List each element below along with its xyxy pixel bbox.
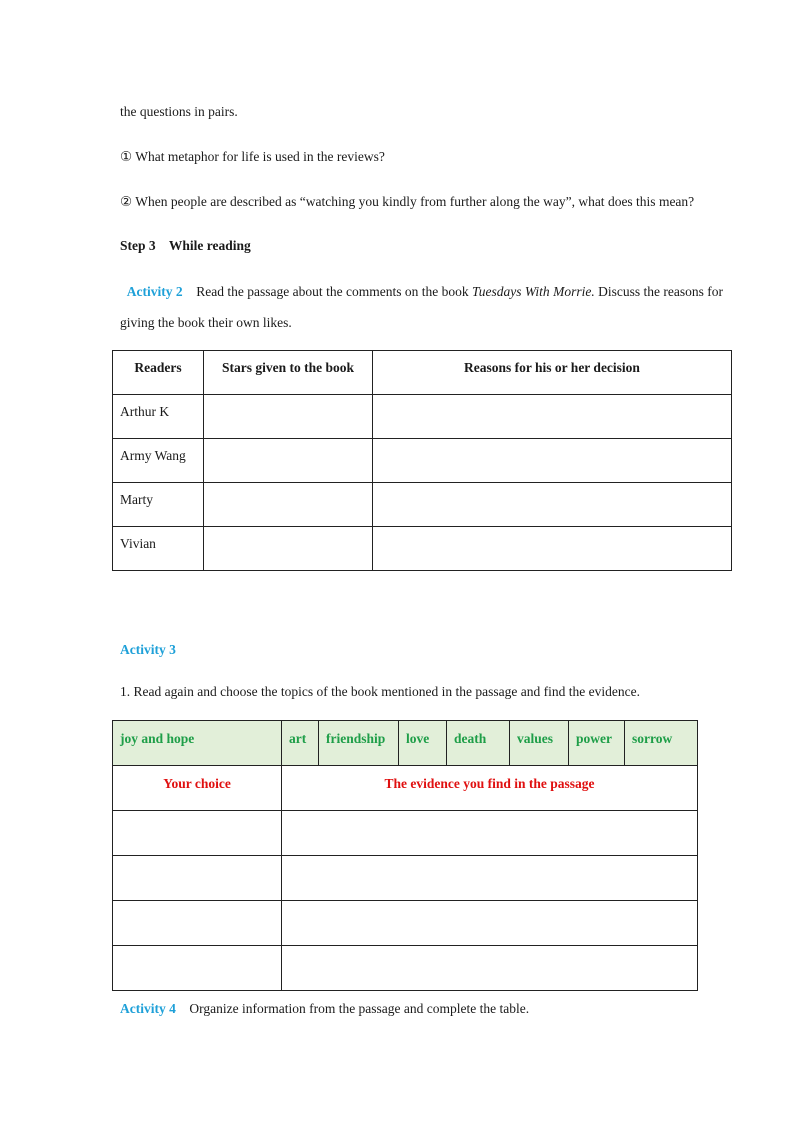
step3-title: While reading <box>168 238 251 253</box>
readers-table <box>112 350 732 571</box>
reader-name: Vivian <box>113 527 204 571</box>
table-row <box>113 527 732 571</box>
reasons-cell[interactable] <box>373 527 732 571</box>
header-evidence: The evidence you find in the passage <box>282 766 698 811</box>
stars-cell[interactable] <box>204 483 373 527</box>
header-stars: Stars given to the book <box>204 351 373 395</box>
activity4-line <box>120 1001 529 1017</box>
activity2-text-before: Read the passage about the comments on the book <box>196 284 473 299</box>
header-your-choice: Your choice <box>113 766 282 811</box>
reasons-cell[interactable] <box>373 483 732 527</box>
table-row <box>113 856 698 901</box>
evidence-cell[interactable] <box>282 811 698 856</box>
topic-power[interactable]: power <box>569 721 625 766</box>
table-row <box>113 946 698 991</box>
activity4-instruction: Organize information from the passage and complete the table. <box>189 1001 530 1016</box>
header-readers: Readers <box>113 351 204 395</box>
topic-love[interactable]: love <box>399 721 447 766</box>
activity2-text-after: Discuss the reasons for giving the book their own likes. <box>120 284 724 330</box>
choice-cell[interactable] <box>113 901 282 946</box>
step3-heading <box>120 238 251 254</box>
activity2-paragraph <box>120 276 723 338</box>
intro-line: the questions in pairs. <box>120 104 238 119</box>
choice-cell[interactable] <box>113 946 282 991</box>
activity3-label: Activity 3 <box>120 642 176 657</box>
evidence-cell[interactable] <box>282 901 698 946</box>
evidence-cell[interactable] <box>282 946 698 991</box>
question-2: ② When people are described as “watching you kindly from further along the way”, what does this mean? <box>120 194 695 209</box>
topics-table <box>112 720 698 991</box>
header-reasons: Reasons for his or her decision <box>373 351 732 395</box>
choice-cell[interactable] <box>113 811 282 856</box>
table-row <box>113 483 732 527</box>
topic-values[interactable]: values <box>510 721 569 766</box>
activity3-instruction: 1. Read again and choose the topics of the book mentioned in the passage and find the evidence. <box>120 684 640 699</box>
topic-joy-and-hope[interactable]: joy and hope <box>113 721 282 766</box>
reasons-cell[interactable] <box>373 439 732 483</box>
reader-name: Army Wang <box>113 439 204 483</box>
activity2-label: Activity 2 <box>126 284 183 299</box>
book-title: Tuesdays With Morrie. <box>472 284 595 299</box>
evidence-cell[interactable] <box>282 856 698 901</box>
reader-name: Arthur K <box>113 395 204 439</box>
choice-cell[interactable] <box>113 856 282 901</box>
question-1: ① What metaphor for life is used in the reviews? <box>120 149 385 164</box>
reader-name: Marty <box>113 483 204 527</box>
topic-death[interactable]: death <box>447 721 510 766</box>
stars-cell[interactable] <box>204 439 373 483</box>
table-row <box>113 439 732 483</box>
topic-friendship[interactable]: friendship <box>319 721 399 766</box>
topic-sorrow[interactable]: sorrow <box>625 721 698 766</box>
step3-label: Step 3 <box>120 238 156 253</box>
table-row <box>113 395 732 439</box>
reasons-cell[interactable] <box>373 395 732 439</box>
stars-cell[interactable] <box>204 527 373 571</box>
table-row <box>113 811 698 856</box>
table-row <box>113 901 698 946</box>
stars-cell[interactable] <box>204 395 373 439</box>
topic-art[interactable]: art <box>282 721 319 766</box>
activity4-label: Activity 4 <box>120 1001 176 1016</box>
